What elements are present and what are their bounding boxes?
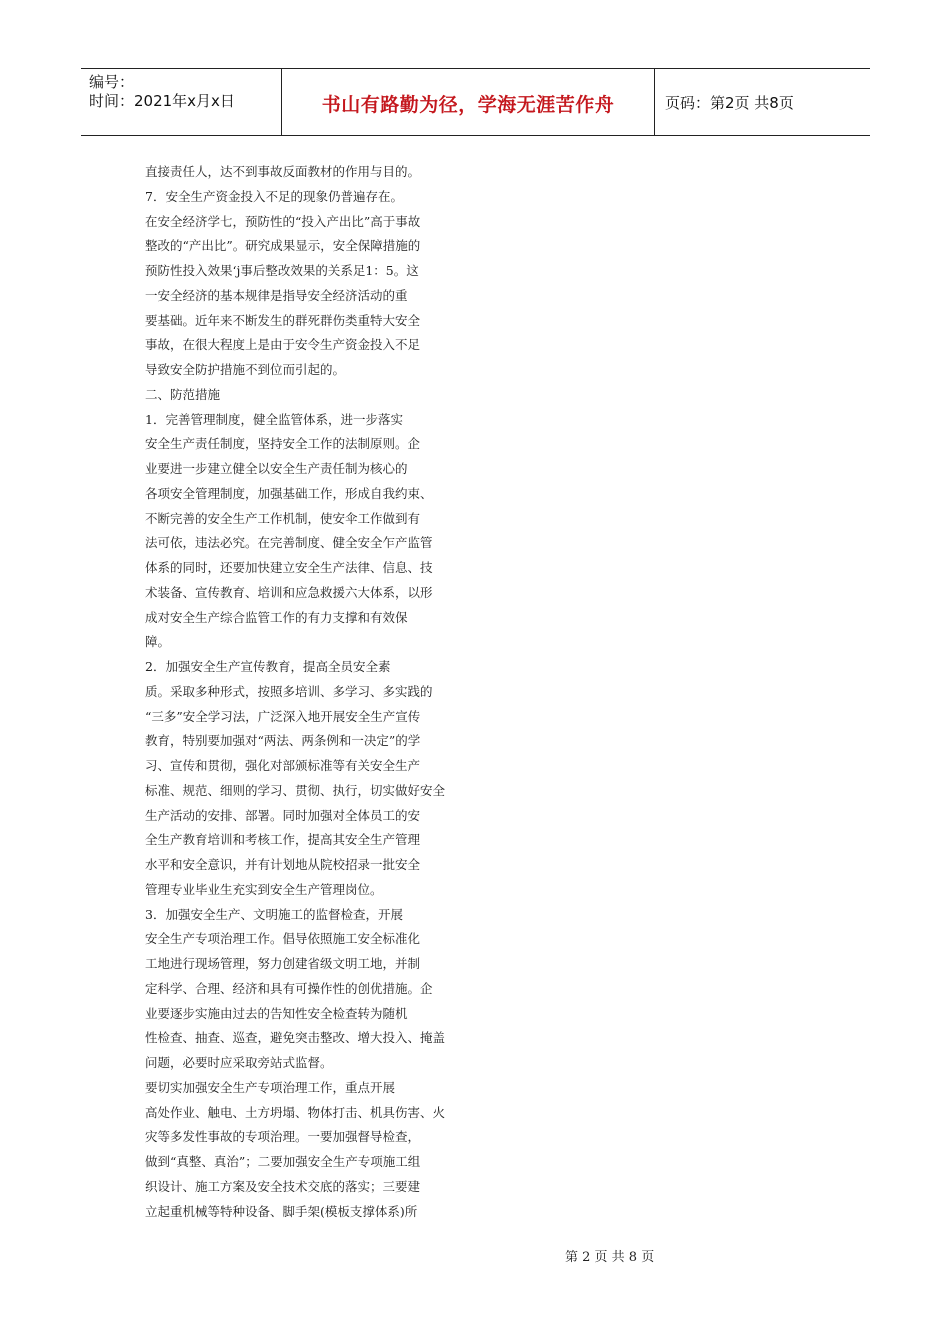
body-line: 在安全经济学七，预防性的“投入产出比”高于事故 bbox=[145, 213, 421, 229]
body-line: 障。 bbox=[145, 634, 171, 650]
body-line: 安全生产专项治理工作。倡导依照施工安全标准化 bbox=[145, 931, 421, 947]
body-line: 一安全经济的基本规律是指导安全经济活动的重 bbox=[145, 287, 408, 303]
body-line: 2．加强安全生产宣传教育，提高全员安全素 bbox=[145, 659, 391, 674]
body-line: 生产活动的安排、部署。同时加强对全体员工的安 bbox=[145, 807, 421, 823]
header-motto: 书山有路勤为径，学海无涯苦作舟 bbox=[282, 69, 655, 135]
body-line: 业要进一步建立健全以安全生产责任制为核心的 bbox=[145, 461, 408, 476]
page-header bbox=[81, 68, 870, 136]
body-line: 法可依，违法必究。在完善制度、健全安全乍产监管 bbox=[145, 535, 433, 551]
body-line: 定科学、合理、经济和具有可操作性的创优措施。企 bbox=[145, 980, 433, 996]
body-line: 要基础。近年来不断发生的群死群伤类重特大安全 bbox=[145, 312, 421, 328]
body-line: 灾等多发性事故的专项治理。一要加强督导检查， bbox=[145, 1129, 421, 1145]
body-line: 全生产教育培训和考核工作，提高其安全生产管理 bbox=[145, 832, 421, 848]
header-page-info: 页码：第2页 共8页 bbox=[665, 93, 794, 112]
body-line: 体系的同时，还要加快建立安全生产法律、信息、技 bbox=[145, 560, 433, 575]
document-number-label: 编号： bbox=[89, 73, 135, 91]
body-line: 立起重机械等特种设备、脚手架(模板支撑体系)所 bbox=[145, 1203, 418, 1219]
body-line: 要切实加强安全生产专项治理工作，重点开展 bbox=[145, 1079, 396, 1095]
body-line: 工地进行现场管理，努力创建省级文明工地，并制 bbox=[145, 956, 421, 971]
body-line: 不断完善的安全生产工作机制，使安伞工作做到有 bbox=[145, 510, 421, 526]
body-line: 1．完善管理制度，健全监管体系，进一步落实 bbox=[145, 411, 403, 427]
body-line: 问题，必要时应采取旁站式监督。 bbox=[145, 1055, 333, 1070]
body-line: 3．加强安全生产、文明施工的监督检查，开展 bbox=[145, 906, 403, 922]
body-line: 7．安全生产资金投入不足的现象仍普遍存在。 bbox=[145, 188, 403, 204]
body-line: 水平和安全意识，并有计划地从院校招录一批安全 bbox=[145, 857, 421, 872]
document-date: 时间：2021年x月x日 bbox=[89, 92, 235, 110]
body-line: 成对安全生产综合监管工作的有力支撑和有效保 bbox=[145, 609, 408, 625]
body-line: 习、宣传和贯彻，强化对部颁标准等有关安全生产 bbox=[145, 758, 421, 773]
body-line: 预防性投入效果‘j事后整改效果的关系足1：5。这 bbox=[145, 263, 419, 278]
body-line: 术装备、宣传教育、培训和应急救援六大体系，以形 bbox=[145, 584, 433, 600]
body-line: 导致安全防护措施不到位而引起的。 bbox=[145, 362, 346, 377]
page-footer: 第 2 页 共 8 页 bbox=[565, 1250, 655, 1265]
body-line: 管理专业毕业生充实到安全生产管理岗位。 bbox=[145, 881, 383, 897]
document-body bbox=[145, 160, 465, 1224]
body-line: 织设计、施工方案及安全技术交底的落实；三要建 bbox=[145, 1178, 421, 1194]
body-line: 事故，在很大程度上是由于安令生产资金投入不足 bbox=[145, 337, 421, 353]
body-line: 整改的“产出比”。研究成果显示，安全保障措施的 bbox=[145, 238, 421, 254]
body-line: 教育，特别要加强对“两法、两条例和一决定”的学 bbox=[145, 733, 421, 749]
body-line: 安全生产责任制度，坚持安全工作的法制原则。企 bbox=[145, 436, 421, 452]
body-line: 高处作业、触电、土方坍塌、物体打击、机具伤害、火 bbox=[145, 1104, 446, 1120]
body-line: “三多”安全学习法，广泛深入地开展安全生产宣传 bbox=[145, 708, 421, 724]
body-line: 性检查、抽查、巡查，避免突击整改、增大投入、掩盖 bbox=[145, 1030, 446, 1046]
body-line: 质。采取多种形式，按照多培训、多学习、多实践的 bbox=[145, 683, 433, 699]
body-line: 做到“真整、真治”；二要加强安全生产专项施工组 bbox=[145, 1154, 421, 1169]
body-line: 业要逐步实施由过去的告知性安全检查转为随机 bbox=[145, 1005, 408, 1021]
header-meta bbox=[81, 69, 282, 135]
body-line: 标准、规范、细则的学习、贯彻、执行，切实做好安全 bbox=[145, 782, 446, 798]
body-line: 直接责任人，达不到事故反面教材的作用与目的。 bbox=[145, 164, 421, 179]
body-line: 二、防范措施 bbox=[145, 386, 221, 402]
body-line: 各项安全管理制度，加强基础工作，形成自我约束、 bbox=[145, 485, 433, 501]
